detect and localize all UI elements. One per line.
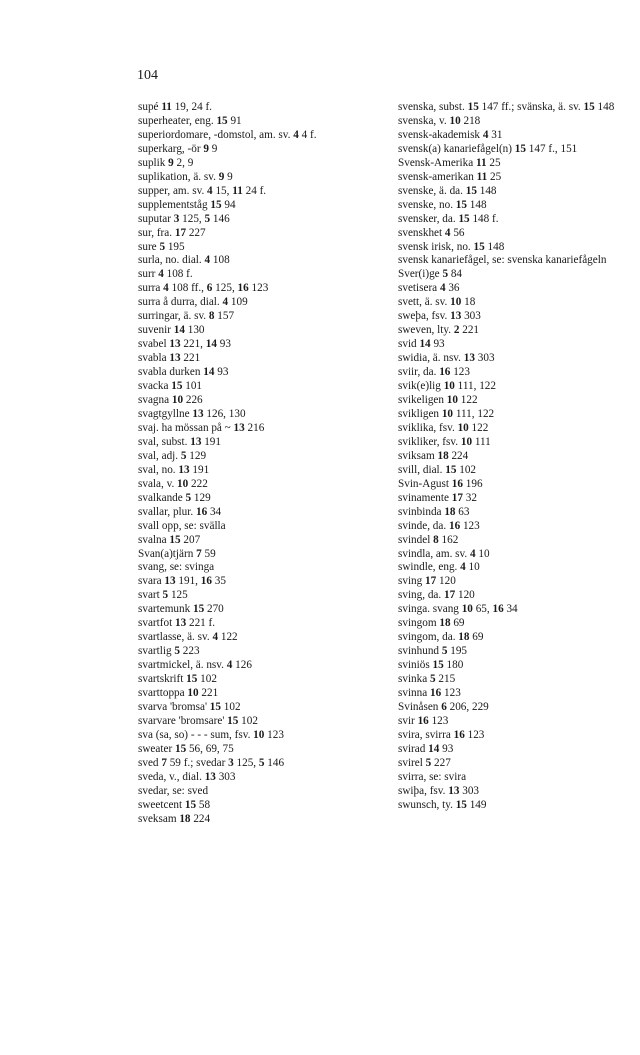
- index-entry: sweetcent 15 58: [138, 798, 211, 811]
- index-entry: sviksam 18 224: [398, 449, 469, 462]
- index-entry: sweþa, fsv. 13 303: [398, 310, 481, 323]
- index-entry: svindla, am. sv. 4 10: [398, 547, 490, 560]
- index-entry: svagna 10 226: [138, 394, 203, 407]
- index-entry: Svin-Agust 16 196: [398, 477, 483, 490]
- index-entry: sviniös 15 180: [398, 659, 464, 672]
- index-entry: svabel 13 221, 14 93: [138, 338, 231, 351]
- index-entry: svartfot 13 221 f.: [138, 617, 216, 630]
- index-entry: svartemunk 15 270: [138, 603, 224, 616]
- index-entry: sved 7 59 f.; svedar 3 125, 5 146: [138, 756, 285, 769]
- index-entry: sveksam 18 224: [138, 812, 211, 825]
- index-entry: Svan(a)tjärn 7 59: [138, 547, 216, 560]
- index-entry: sviklika, fsv. 10 122: [398, 421, 489, 434]
- index-entry: supper, am. sv. 4 15, 11 24 f.: [138, 184, 267, 197]
- index-entry: superiordomare, -domstol, am. sv. 4 4 f.: [138, 128, 317, 141]
- index-entry: svarttoppa 10 221: [138, 687, 219, 700]
- index-entry: svaj. ha mössan på ~ 13 216: [138, 421, 265, 434]
- index-entry: svensk-amerikan 11 25: [398, 170, 502, 183]
- index-entry: sva (sa, so) - - - sum, fsv. 10 123: [138, 728, 284, 741]
- index-entry: svenska, v. 10 218: [398, 114, 481, 127]
- index-entry: svartlig 5 223: [138, 645, 200, 658]
- index-entry: Svinåsen 6 206, 229: [398, 700, 489, 713]
- index-entry: svacka 15 101: [138, 380, 203, 393]
- index-entry: svinga. svang 10 65, 16 34: [398, 603, 518, 616]
- index-entry: svensk kanariefågel, se: svenska kanariefågeln: [398, 254, 607, 267]
- index-entry: svingom 18 69: [398, 617, 465, 630]
- index-entry: svagtgyllne 13 126, 130: [138, 407, 246, 420]
- index-entry: swindle, eng. 4 10: [398, 561, 480, 574]
- index-entry: svinbinda 18 63: [398, 505, 470, 518]
- index-entry: svinna 16 123: [398, 687, 461, 700]
- index-entry: Sver(i)ge 5 84: [398, 268, 463, 281]
- index-entry: swunsch, ty. 15 149: [398, 798, 487, 811]
- index-entry: svenskhet 4 56: [398, 226, 465, 239]
- index-entry: svensk-akademisk 4 31: [398, 128, 503, 141]
- index-entry: svartmickel, ä. nsv. 4 126: [138, 659, 252, 672]
- index-entry: svinamente 17 32: [398, 491, 477, 504]
- index-entry: superkarg, -ör 9 9: [138, 142, 218, 155]
- index-entry: svabla durken 14 93: [138, 366, 229, 379]
- index-entry: svenska, subst. 15 147 ff.; svänska, ä. sv. 15 148: [398, 101, 615, 113]
- index-entry: sveda, v., dial. 13 303: [138, 770, 236, 783]
- index-entry: svindel 8 162: [398, 533, 459, 546]
- index-entry: svenske, ä. da. 15 148: [398, 184, 497, 197]
- index-entry: sur, fra. 17 227: [138, 226, 206, 239]
- index-entry: svingom, da. 18 69: [398, 631, 484, 644]
- index-entry: svensk(a) kanariefågel(n) 15 147 f., 151: [398, 142, 578, 155]
- index-entry: sval, subst. 13 191: [138, 435, 221, 448]
- index-entry: svallar, plur. 16 34: [138, 505, 222, 518]
- index-entry: sving, da. 17 120: [398, 589, 475, 602]
- index-entry: sval, no. 13 191: [138, 463, 210, 476]
- index-entry: sviir, da. 16 123: [398, 366, 470, 379]
- index-entry: svirel 5 227: [398, 756, 451, 769]
- index-entry: svill, dial. 15 102: [398, 463, 477, 476]
- index-entry: svensker, da. 15 148 f.: [398, 212, 499, 225]
- index-entry: surringar, ä. sv. 8 157: [138, 310, 235, 323]
- index-entry: sure 5 195: [138, 240, 185, 253]
- index-entry: svinhund 5 195: [398, 645, 467, 658]
- index-entry: superheater, eng. 15 91: [138, 114, 242, 127]
- index-entry: suvenir 14 130: [138, 324, 205, 337]
- index-entry: svara 13 191, 16 35: [138, 575, 226, 588]
- index-entry: svabla 13 221: [138, 352, 201, 365]
- index-entry: svall opp, se: svälla: [138, 519, 226, 532]
- index-entry: suputar 3 125, 5 146: [138, 212, 230, 225]
- index-column-right: [398, 101, 638, 813]
- index-entry: svik(e)lig 10 111, 122: [398, 380, 496, 393]
- index-entry: svarva 'bromsa' 15 102: [138, 700, 241, 713]
- index-entry: surr 4 108 f.: [138, 268, 193, 281]
- index-entry: sving 17 120: [398, 575, 456, 588]
- index-entry: svalkande 5 129: [138, 491, 211, 504]
- index-entry: svir 16 123: [398, 714, 449, 727]
- index-entry: svart 5 125: [138, 589, 188, 602]
- index-entry: svid 14 93: [398, 338, 445, 351]
- index-entry: svikeligen 10 122: [398, 394, 478, 407]
- index-entry: svira, svirra 16 123: [398, 728, 485, 741]
- index-entry: sweater 15 56, 69, 75: [138, 742, 234, 755]
- index-entry: svetisera 4 36: [398, 282, 460, 295]
- index-entry: swidia, ä. nsv. 13 303: [398, 352, 495, 365]
- index-entry: svalna 15 207: [138, 533, 201, 546]
- index-entry: sval, adj. 5 129: [138, 449, 207, 462]
- index-entry: supé 11 19, 24 f.: [138, 101, 212, 113]
- index-entry: svedar, se: sved: [138, 784, 209, 797]
- index-column-left: [138, 101, 380, 827]
- index-entry: surra å durra, dial. 4 109: [138, 296, 248, 309]
- index-entry: supplementståg 15 94: [138, 198, 236, 211]
- index-entry: svensk irisk, no. 15 148: [398, 240, 505, 253]
- index-entry: svikligen 10 111, 122: [398, 407, 495, 420]
- index-entry: surra 4 108 ff., 6 125, 16 123: [138, 282, 269, 295]
- index-entry: svala, v. 10 222: [138, 477, 208, 490]
- index-entry: svikliker, fsv. 10 111: [398, 435, 491, 448]
- index-entry: svarvare 'bromsare' 15 102: [138, 714, 258, 727]
- index-entry: svenske, no. 15 148: [398, 198, 487, 211]
- index-entry: surla, no. dial. 4 108: [138, 254, 230, 267]
- index-entry: Svensk-Amerika 11 25: [398, 156, 501, 169]
- index-entry: svartskrift 15 102: [138, 673, 217, 686]
- page-number: 104: [137, 68, 158, 83]
- index-entry: suplik 9 2, 9: [138, 156, 194, 169]
- index-entry: svinde, da. 16 123: [398, 519, 480, 532]
- index-entry: svirad 14 93: [398, 742, 454, 755]
- index-entry: svinka 5 215: [398, 673, 456, 686]
- index-entry: svartlasse, ä. sv. 4 122: [138, 631, 238, 644]
- index-entry: swiþa, fsv. 13 303: [398, 784, 479, 797]
- index-entry: svang, se: svinga: [138, 561, 215, 574]
- index-entry: svirra, se: svira: [398, 770, 467, 783]
- index-entry: sweven, lty. 2 221: [398, 324, 479, 337]
- index-entry: svett, ä. sv. 10 18: [398, 296, 476, 309]
- index-entry: suplikation, ä. sv. 9 9: [138, 170, 233, 183]
